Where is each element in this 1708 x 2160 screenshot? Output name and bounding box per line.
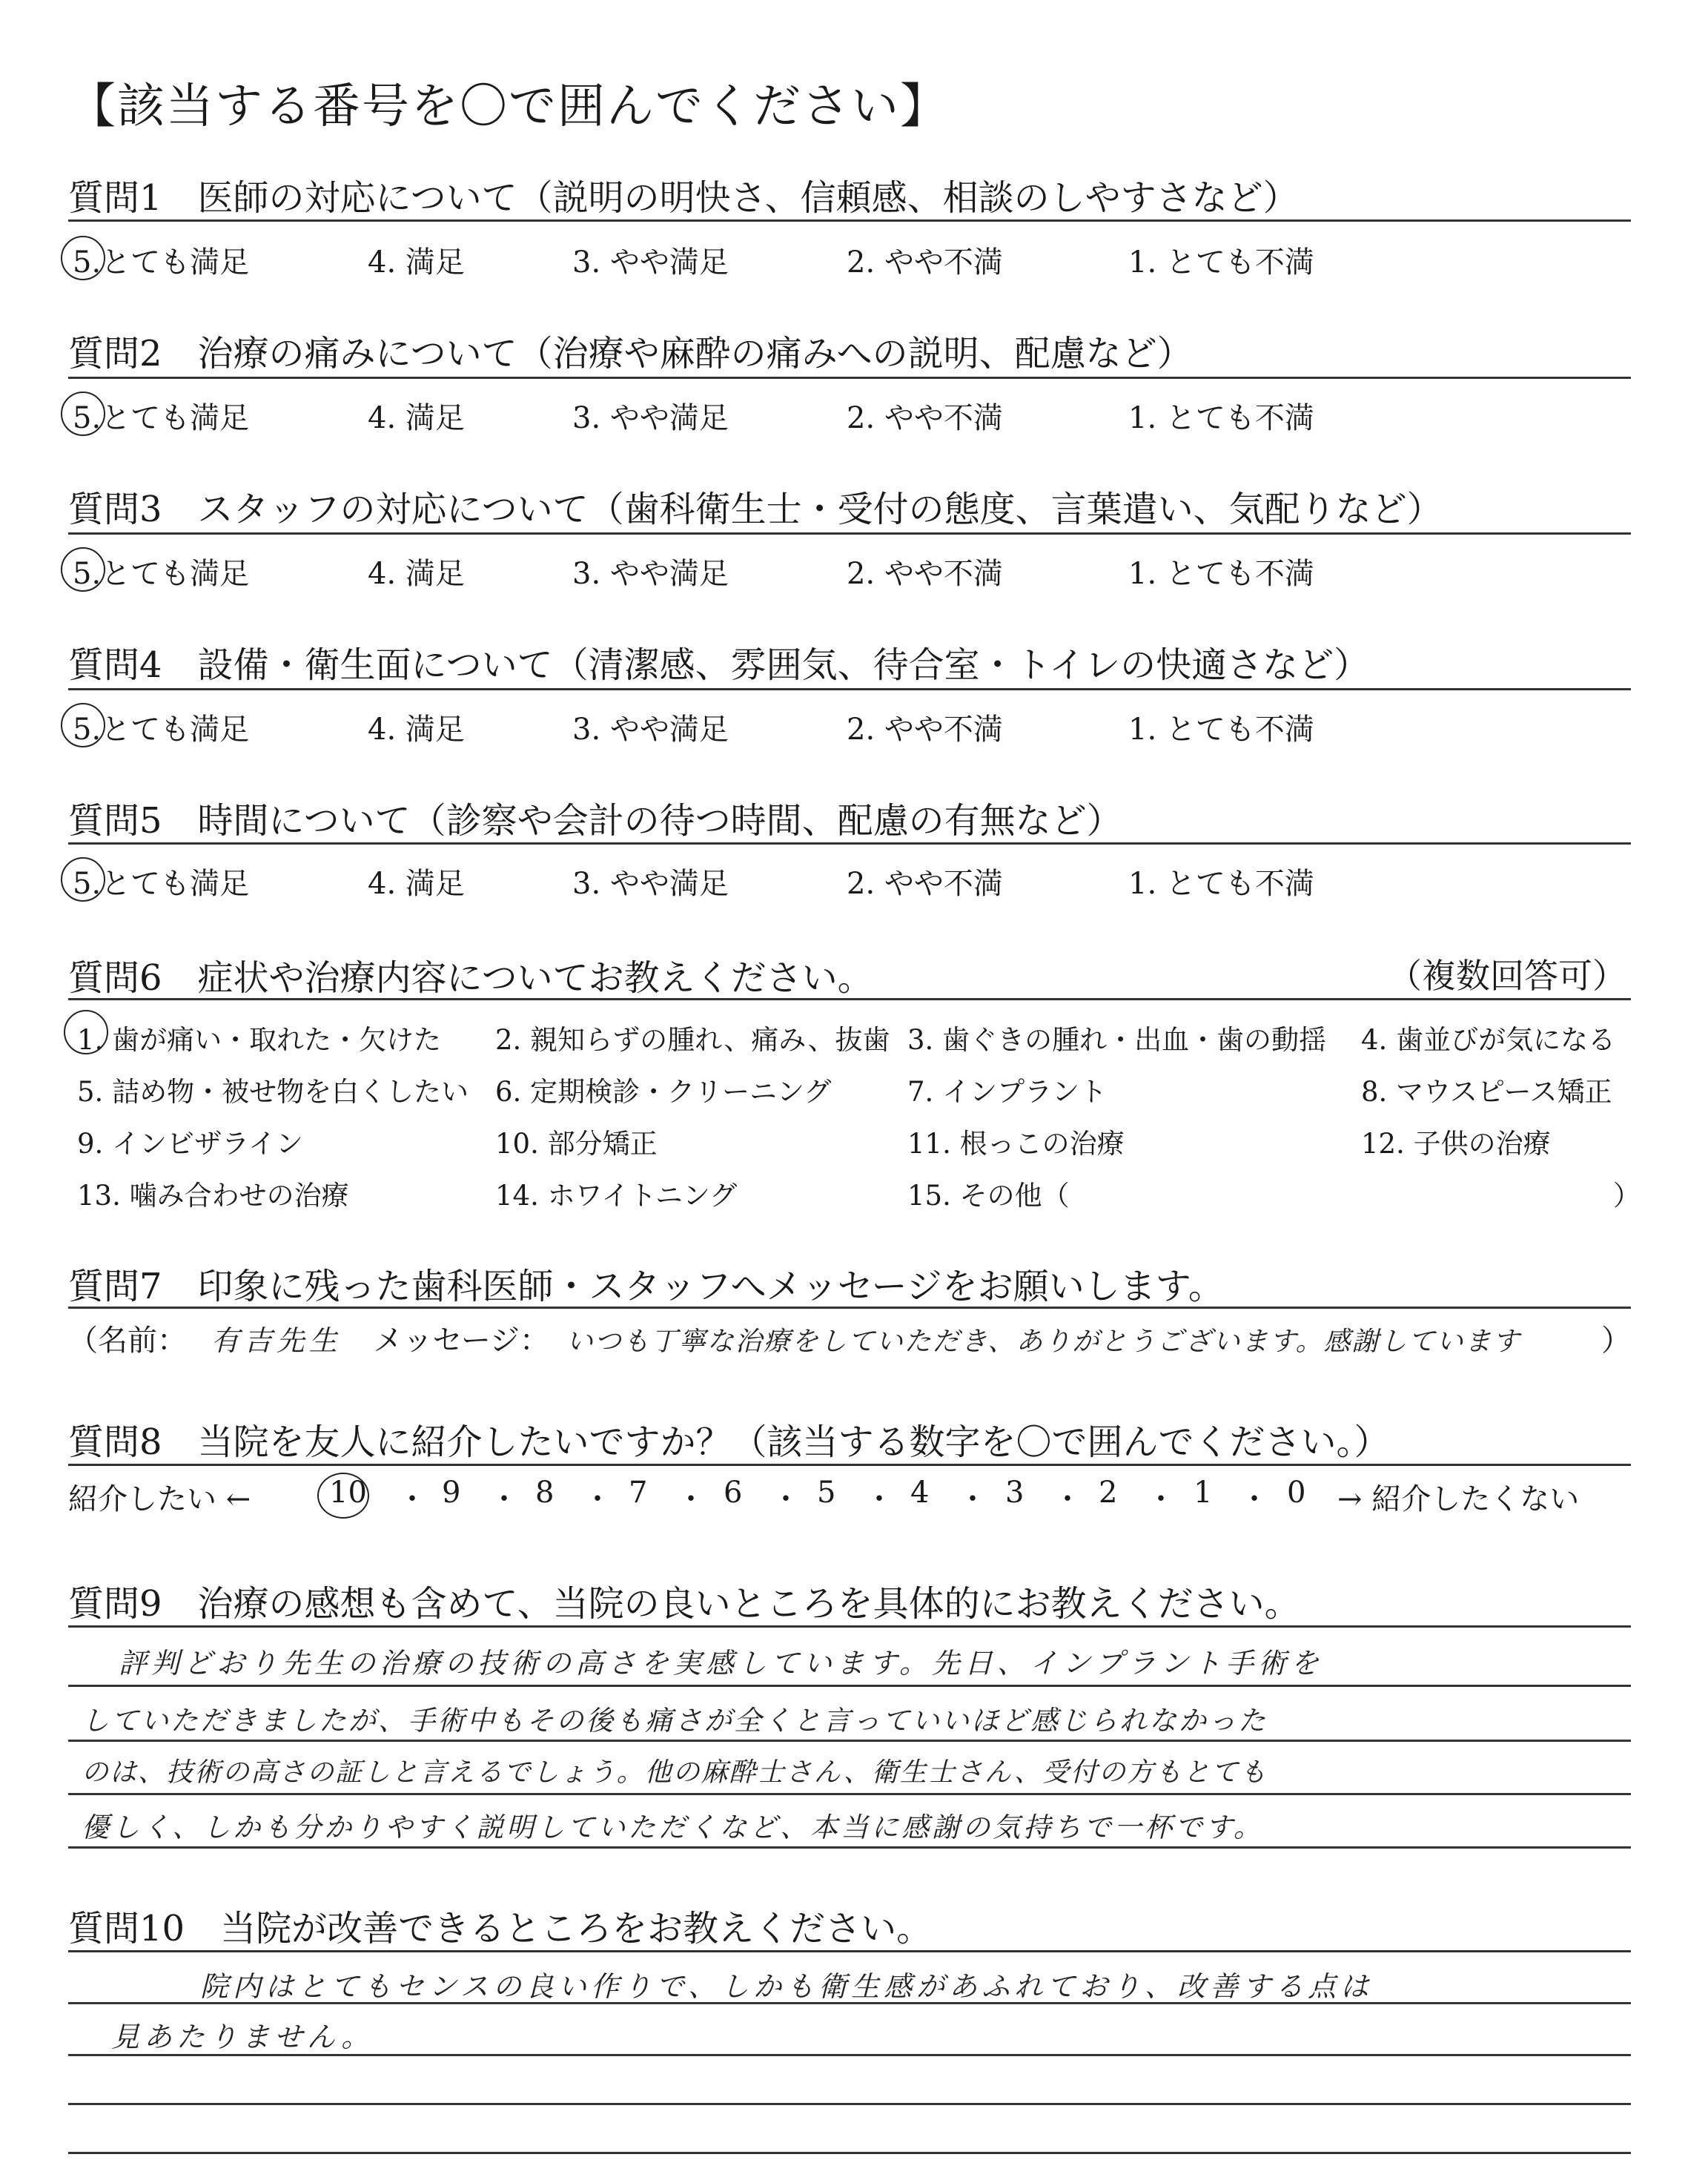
symptom-option-13[interactable]: 13. 噛み合わせの治療 (77, 1180, 349, 1212)
option-5[interactable]: 5.とても満足 (73, 713, 250, 747)
symptom-option-2[interactable]: 2. 親知らずの腫れ、痛み、抜歯 (495, 1024, 890, 1056)
name-label: （名前： (68, 1324, 187, 1358)
scale-6[interactable]: 6 (724, 1476, 743, 1510)
scale-8[interactable]: 8 (535, 1476, 555, 1510)
question-divider (68, 998, 1631, 1000)
answer-rule (68, 2103, 1631, 2105)
other-close-paren: ） (1613, 1180, 1641, 1212)
symptom-option-10[interactable]: 10. 部分矯正 (495, 1128, 658, 1160)
option-2[interactable]: 2. やや不満 (847, 557, 1003, 591)
option-3[interactable]: 3. やや満足 (572, 401, 729, 435)
close-paren: ） (1601, 1324, 1631, 1358)
symptom-option-6[interactable]: 6. 定期検診・クリーニング (495, 1076, 832, 1108)
symptom-option-8[interactable]: 8. マウスピース矯正 (1361, 1076, 1612, 1108)
question-title: 質問5 時間について（診察や会計の待つ時間、配慮の有無など） (68, 800, 1122, 842)
multiple-answers-note: （複数回答可） (1388, 956, 1626, 996)
question-title: 質問3 スタッフの対応について（歯科衛生士・受付の態度、言葉遣い、気配りなど） (68, 489, 1443, 530)
question-divider (68, 688, 1631, 690)
answer-line-2[interactable]: していただきましたが、手術中もその後も痛さが全くと言っていいほど感じられなかった (82, 1705, 1268, 1737)
scale-3[interactable]: 3 (1005, 1476, 1025, 1510)
option-1[interactable]: 1. とても不満 (1128, 713, 1314, 747)
option-3[interactable]: 3. やや満足 (572, 245, 729, 280)
option-4[interactable]: 4. 満足 (368, 245, 465, 280)
symptom-option-9[interactable]: 9. インビザライン (77, 1128, 303, 1160)
answer-rule (68, 1685, 1631, 1687)
question-divider (68, 377, 1631, 379)
question-divider (68, 1625, 1631, 1628)
option-2[interactable]: 2. やや不満 (847, 713, 1003, 747)
question-title: 質問9 治療の感想も含めて、当院の良いところを具体的にお教えください。 (68, 1583, 1300, 1625)
option-4[interactable]: 4. 満足 (368, 557, 465, 591)
scale-7[interactable]: 7 (629, 1476, 648, 1510)
message-value[interactable]: いつも丁寧な治療をしていただき、ありがとうございます。感謝しています (566, 1327, 1521, 1357)
option-5[interactable]: 5.とても満足 (73, 557, 250, 591)
option-1[interactable]: 1. とても不満 (1128, 245, 1314, 280)
question-divider (68, 842, 1631, 845)
option-5[interactable]: 5.とても満足 (73, 245, 250, 280)
recommend-left-label: 紹介したい ← (68, 1482, 251, 1516)
question-divider (68, 1950, 1631, 1952)
symptom-option-3[interactable]: 3. 歯ぐきの腫れ・出血・歯の動揺 (907, 1024, 1327, 1056)
symptom-option-14[interactable]: 14. ホワイトニング (495, 1180, 738, 1212)
question-title: 質問6 症状や治療内容についてお教えください。 (68, 957, 873, 999)
scale-0[interactable]: 0 (1287, 1476, 1306, 1510)
option-4[interactable]: 4. 満足 (368, 867, 465, 901)
question-divider (68, 219, 1631, 222)
option-1[interactable]: 1. とても不満 (1128, 557, 1314, 591)
recommend-right-label: → 紹介したくない (1337, 1482, 1580, 1516)
scale-5[interactable]: 5 (817, 1476, 836, 1510)
answer-line-4[interactable]: 優しく、しかも分かりやすく説明していただくなど、本当に感謝の気持ちで一杯です。 (82, 1811, 1264, 1843)
question-title: 質問4 設備・衛生面について（清潔感、雰囲気、待合室・トイレの快適さなど） (68, 644, 1370, 686)
option-1[interactable]: 1. とても不満 (1128, 401, 1314, 435)
name-value[interactable]: 有吉先生 (211, 1324, 342, 1357)
question-title: 質問2 治療の痛みについて（治療や麻酔の痛みへの説明、配慮など） (68, 333, 1193, 374)
option-4[interactable]: 4. 満足 (368, 713, 465, 747)
answer-rule (68, 2054, 1631, 2056)
answer-line-3[interactable]: のは、技術の高さの証しと言えるでしょう。他の麻酔士さん、衛生士さん、受付の方もとても (82, 1757, 1268, 1788)
symptom-option-4[interactable]: 4. 歯並びが気になる (1361, 1024, 1616, 1056)
message-label: メッセージ： (373, 1324, 550, 1358)
question-title: 質問10 当院が改善できるところをお教えください。 (68, 1908, 933, 1949)
option-4[interactable]: 4. 満足 (368, 401, 465, 435)
symptom-option-7[interactable]: 7. インプラント (907, 1076, 1108, 1108)
scale-1[interactable]: 1 (1194, 1476, 1213, 1510)
option-1[interactable]: 1. とても不満 (1128, 867, 1314, 901)
question-title: 質問8 当院を友人に紹介したいですか？（該当する数字を〇で囲んでください。） (68, 1421, 1390, 1463)
question-title: 質問7 印象に残った歯科医師・スタッフへメッセージをお願いします。 (68, 1266, 1224, 1307)
question-divider (68, 1464, 1631, 1466)
scale-2[interactable]: 2 (1099, 1476, 1118, 1510)
answer-line-1[interactable]: 評判どおり先生の治療の技術の高さを実感しています。先日、インプラント手術を (119, 1647, 1323, 1680)
option-2[interactable]: 2. やや不満 (847, 867, 1003, 901)
option-2[interactable]: 2. やや不満 (847, 401, 1003, 435)
symptom-option-1[interactable]: 1. 歯が痛い・取れた・欠けた (77, 1024, 442, 1056)
symptom-option-15[interactable]: 15. その他（ (907, 1180, 1070, 1212)
answer-line-2[interactable]: 見あたりません。 (111, 2021, 374, 2053)
scale-9[interactable]: 9 (442, 1476, 461, 1510)
answer-rule (68, 1740, 1631, 1742)
scale-4[interactable]: 4 (910, 1476, 930, 1510)
symptom-option-11[interactable]: 11. 根っこの治療 (907, 1128, 1125, 1160)
option-3[interactable]: 3. やや満足 (572, 867, 729, 901)
option-3[interactable]: 3. やや満足 (572, 713, 729, 747)
answer-line-1[interactable]: 院内はとてもセンスの良い作りで、しかも衛生感があふれており、改善する点は (200, 1970, 1374, 2003)
scale-10[interactable]: 10 (329, 1476, 367, 1510)
symptom-option-5[interactable]: 5. 詰め物・被せ物を白くしたい (77, 1076, 469, 1108)
option-2[interactable]: 2. やや不満 (847, 245, 1003, 280)
answer-rule (68, 2002, 1631, 2004)
symptom-option-12[interactable]: 12. 子供の治療 (1361, 1128, 1551, 1160)
question-divider (68, 532, 1631, 535)
answer-rule (68, 1846, 1631, 1849)
answer-rule (68, 1793, 1631, 1795)
option-3[interactable]: 3. やや満足 (572, 557, 729, 591)
question-divider (68, 1307, 1631, 1309)
page-title: 【該当する番号を〇で囲んでください】 (68, 79, 949, 134)
answer-rule (68, 2152, 1631, 2154)
option-5[interactable]: 5.とても満足 (73, 401, 250, 435)
option-5[interactable]: 5.とても満足 (73, 867, 250, 901)
question-title: 質問1 医師の対応について（説明の明快さ、信頼感、相談のしやすさなど） (68, 177, 1299, 219)
